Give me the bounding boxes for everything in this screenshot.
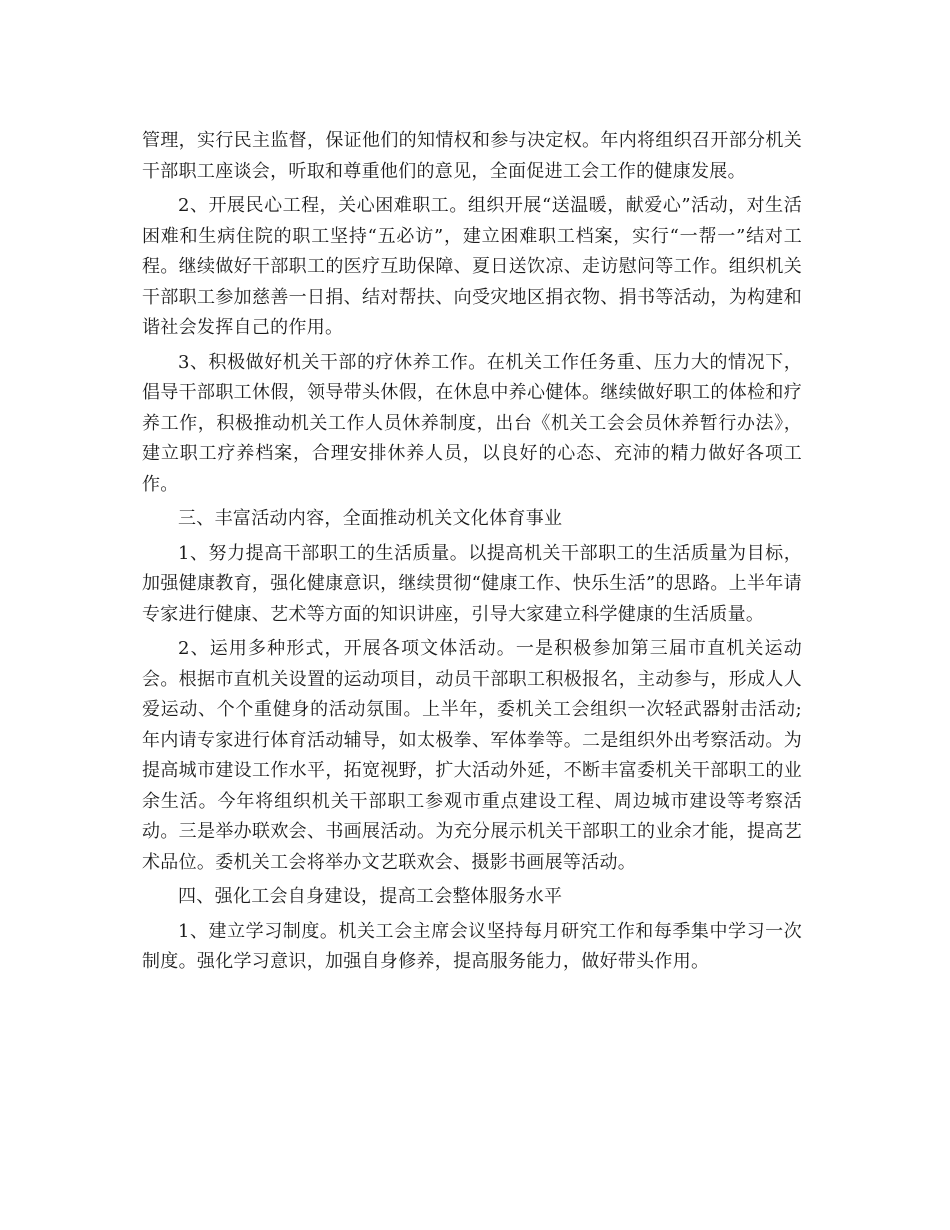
paragraph-1: 管理，实行民主监督，保证他们的知情权和参与决定权。年内将组织召开部分机关干部职工座谈会，听取和尊重他们的意见，全面促进工会工作的健康发展。: [142, 130, 802, 182]
paragraph-6: 1、建立学习制度。机关工会主席会议坚持每月研究工作和每季集中学习一次制度。强化学习意识，加强自身修养，提高服务能力，做好带头作用。: [142, 920, 802, 972]
document-body: [142, 126, 802, 982]
section-heading-4: 四、强化工会自身建设，提高工会整体服务水平: [178, 886, 563, 907]
paragraph-5: 2、运用多种形式，开展各项文体活动。一是积极参加第三届市直机关运动会。根据市直机关设置的运动项目，动员干部职工积极报名，主动参与，形成人人爱运动、个个重健身的活动氛围。上半年，委机关工会组织一次轻武器射击活动;年内请专家进行体育活动辅导，如太极拳、军体拳等。二是组织外出考察活动。为提高城市建设工作水平，拓宽视野，扩大活动外延，不断丰富委机关干部职工的业余生活。今年将组织机关干部职工参观市重点建设工程、周边城市建设等考察活动。三是举办联欢会、书画展活动。为充分展示机关干部职工的业余才能，提高艺术品位。委机关工会将举办文艺联欢会、摄影书画展等活动。: [142, 638, 802, 873]
paragraph-4: 1、努力提高干部职工的生活质量。以提高机关干部职工的生活质量为目标，加强健康教育，强化健康意识，继续贯彻“健康工作、快乐生活”的思路。上半年请专家进行健康、艺术等方面的知识讲座，引导大家建立科学健康的生活质量。: [142, 542, 802, 625]
section-heading-3: 三、丰富活动内容，全面推动机关文化体育事业: [178, 508, 563, 529]
paragraph-3: 3、积极做好机关干部的疗休养工作。在机关工作任务重、压力大的情况下，倡导干部职工休假，领导带头休假，在休息中养心健体。继续做好职工的体检和疗养工作，积极推动机关工作人员休养制度，出台《机关工会会员休养暂行办法》，建立职工疗养档案，合理安排休养人员，以良好的心态、充沛的精力做好各项工作。: [142, 351, 802, 495]
paragraph-2: 2、开展民心工程，关心困难职工。组织开展“送温暖，献爱心”活动，对生活困难和生病住院的职工坚持“五必访”，建立困难职工档案，实行“一帮一”结对工程。继续做好干部职工的医疗互助保障、夏日送饮凉、走访慰问等工作。组织机关干部职工参加慈善一日捐、结对帮扶、向受灾地区捐衣物、捐书等活动，为构建和谐社会发挥自己的作用。: [142, 195, 802, 338]
